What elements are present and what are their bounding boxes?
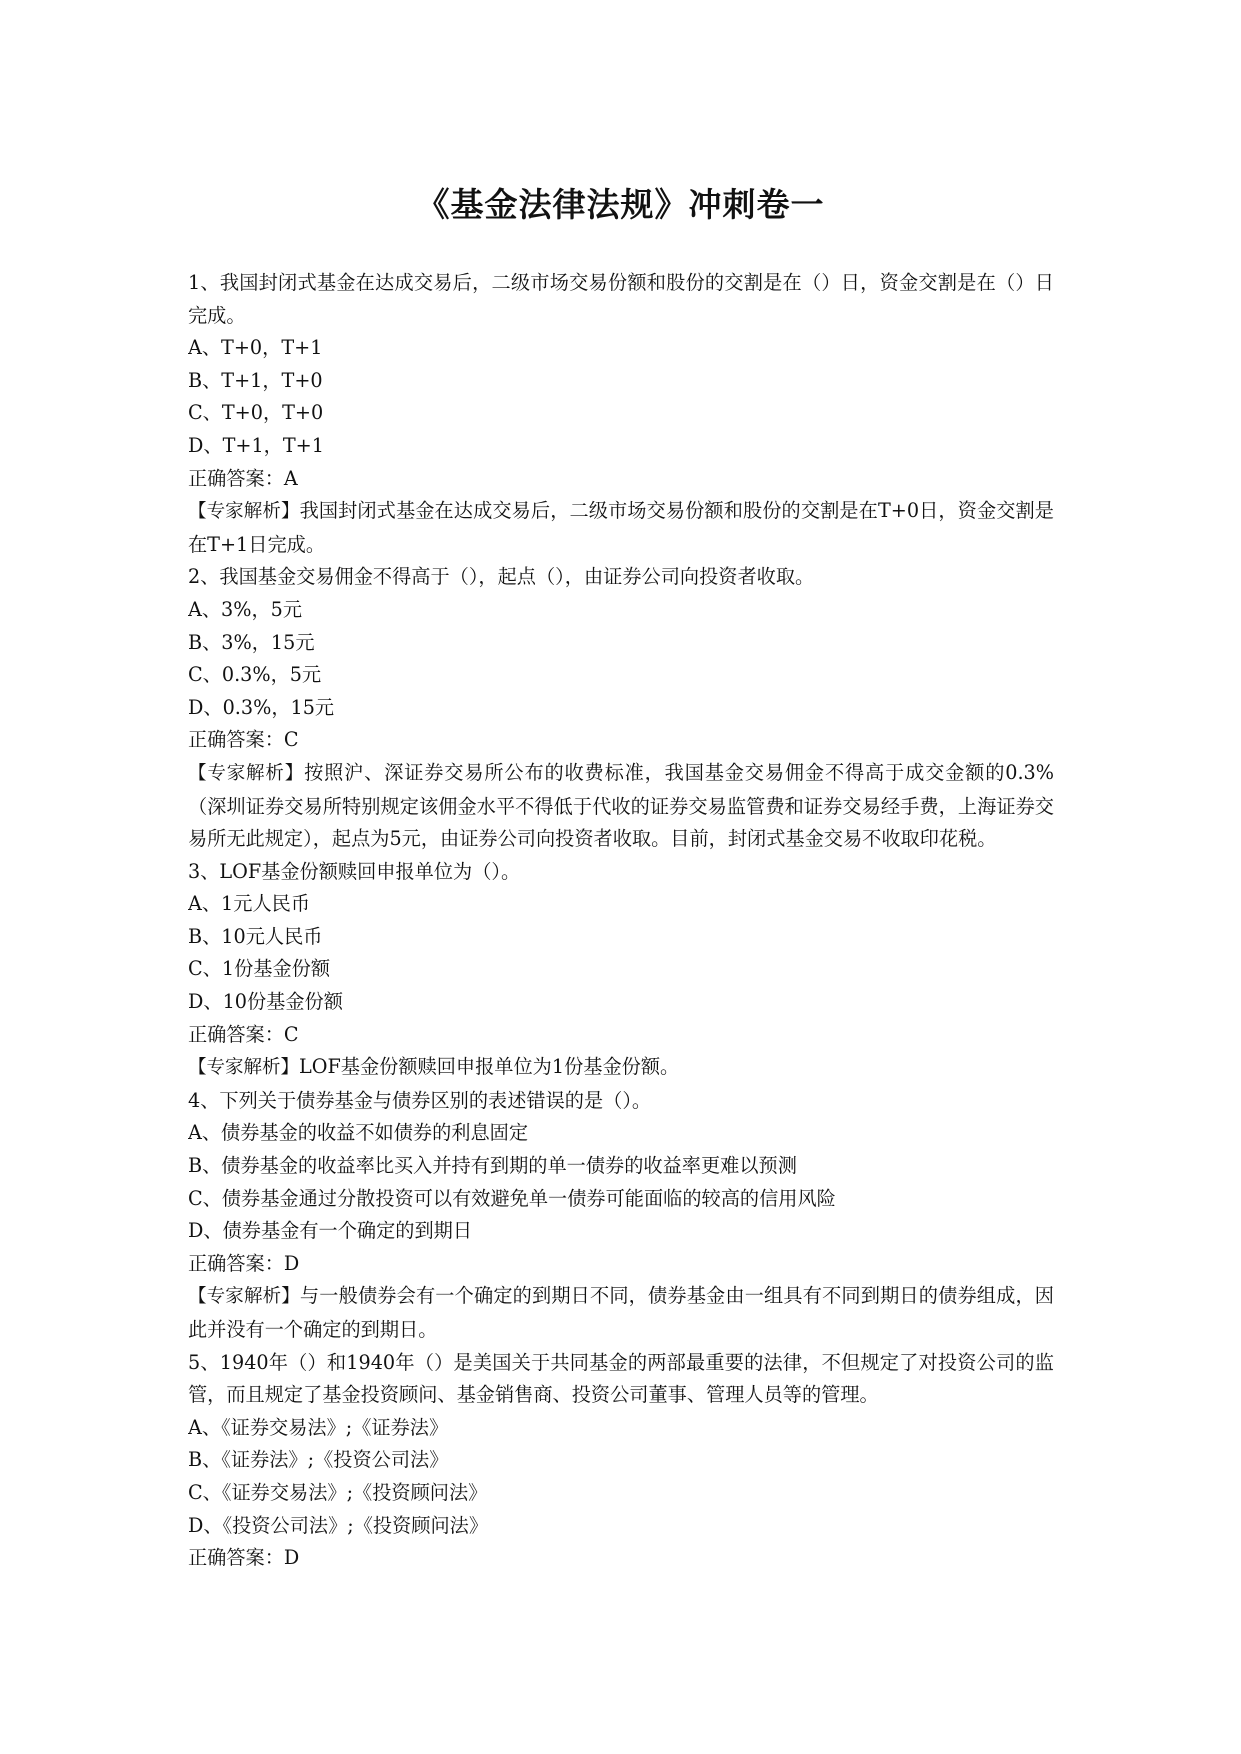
correct-answer: 正确答案：A [188,466,298,490]
question-block [188,1085,1054,1347]
option-c: C、《证券交易法》;《投资顾问法》 [188,1480,488,1504]
analysis-tag: 【专家解析】 [188,762,305,784]
question-block [188,1347,1054,1575]
option-d: D、0.3%，15元 [188,695,335,719]
analysis-tag: 【专家解析】 [188,501,300,523]
expert-analysis [188,1051,1054,1085]
analysis-text: 与一般债券会有一个确定的到期日不同，债券基金由一组具有不同到期日的债券组成，因此并没有一个确定的到期日。 [188,1284,1054,1341]
option-c: C、1份基金份额 [188,957,331,981]
analysis-text: 我国封闭式基金在达成交易后，二级市场交易份额和股份的交割是在T+0日，资金交割是在T+1日完成。 [188,499,1054,556]
option-c: C、T+0，T+0 [188,401,324,425]
document-title: 《基金法律法规》冲刺卷一 [416,185,825,224]
question-block [188,561,1054,855]
option-b: B、3%，15元 [188,630,315,654]
question-stem: 4、下列关于债券基金与债券区别的表述错误的是（）。 [188,1088,652,1112]
correct-answer: 正确答案：D [188,1546,300,1570]
analysis-tag: 【专家解析】 [188,1286,300,1308]
expert-analysis [188,757,1054,856]
option-a: A、3%，5元 [188,597,303,621]
option-a: A、债券基金的收益不如债券的利息固定 [188,1121,529,1145]
option-a: A、T+0，T+1 [188,336,323,360]
analysis-text: LOF基金份额赎回申报单位为1份基金份额。 [299,1055,680,1079]
option-b: B、债券基金的收益率比买入并持有到期的单一债券的收益率更难以预测 [188,1154,797,1178]
option-d: D、《投资公司法》;《投资顾问法》 [188,1513,489,1537]
option-c: C、0.3%，5元 [188,663,322,687]
analysis-text: 按照沪、深证券交易所公布的收费标准，我国基金交易佣金不得高于成交金额的0.3%（深圳证券交易所特别规定该佣金水平不得低于代收的证券交易监管费和证券交易经手费，上海证券交易所无此规定），起点为5元，由证券公司向投资者收取。目前，封闭式基金交易不收取印花税。 [188,760,1054,851]
question-block [188,267,1054,561]
option-b: B、《证券法》;《投资公司法》 [188,1448,449,1472]
option-a: A、1元人民币 [188,892,311,916]
analysis-tag: 【专家解析】 [188,1057,300,1079]
question-list [188,267,1054,1575]
question-block [188,856,1054,1085]
correct-answer: 正确答案：C [188,1022,299,1046]
option-b: B、T+1，T+0 [188,368,323,392]
question-stem: 5、1940年（）和1940年（）是美国关于共同基金的两部最重要的法律，不但规定了对投资公司的监管，而且规定了基金投资顾问、基金销售商、投资公司董事、管理人员等的管理。 [188,1350,1054,1407]
question-stem: 2、我国基金交易佣金不得高于（），起点（），由证券公司向投资者收取。 [188,565,815,589]
option-d: D、债券基金有一个确定的到期日 [188,1219,473,1243]
expert-analysis [188,495,1054,561]
option-d: D、T+1，T+1 [188,433,324,457]
option-c: C、债券基金通过分散投资可以有效避免单一债券可能面临的较高的信用风险 [188,1186,836,1210]
option-a: A、《证券交易法》;《证券法》 [188,1415,449,1439]
expert-analysis [188,1280,1054,1346]
question-stem: 1、我国封闭式基金在达成交易后，二级市场交易份额和股份的交割是在（）日，资金交割是在（）日完成。 [188,271,1054,327]
option-d: D、10份基金份额 [188,990,343,1014]
correct-answer: 正确答案：C [188,728,299,752]
correct-answer: 正确答案：D [188,1251,300,1275]
option-b: B、10元人民币 [188,924,323,948]
question-stem: 3、LOF基金份额赎回申报单位为（）。 [188,859,521,883]
